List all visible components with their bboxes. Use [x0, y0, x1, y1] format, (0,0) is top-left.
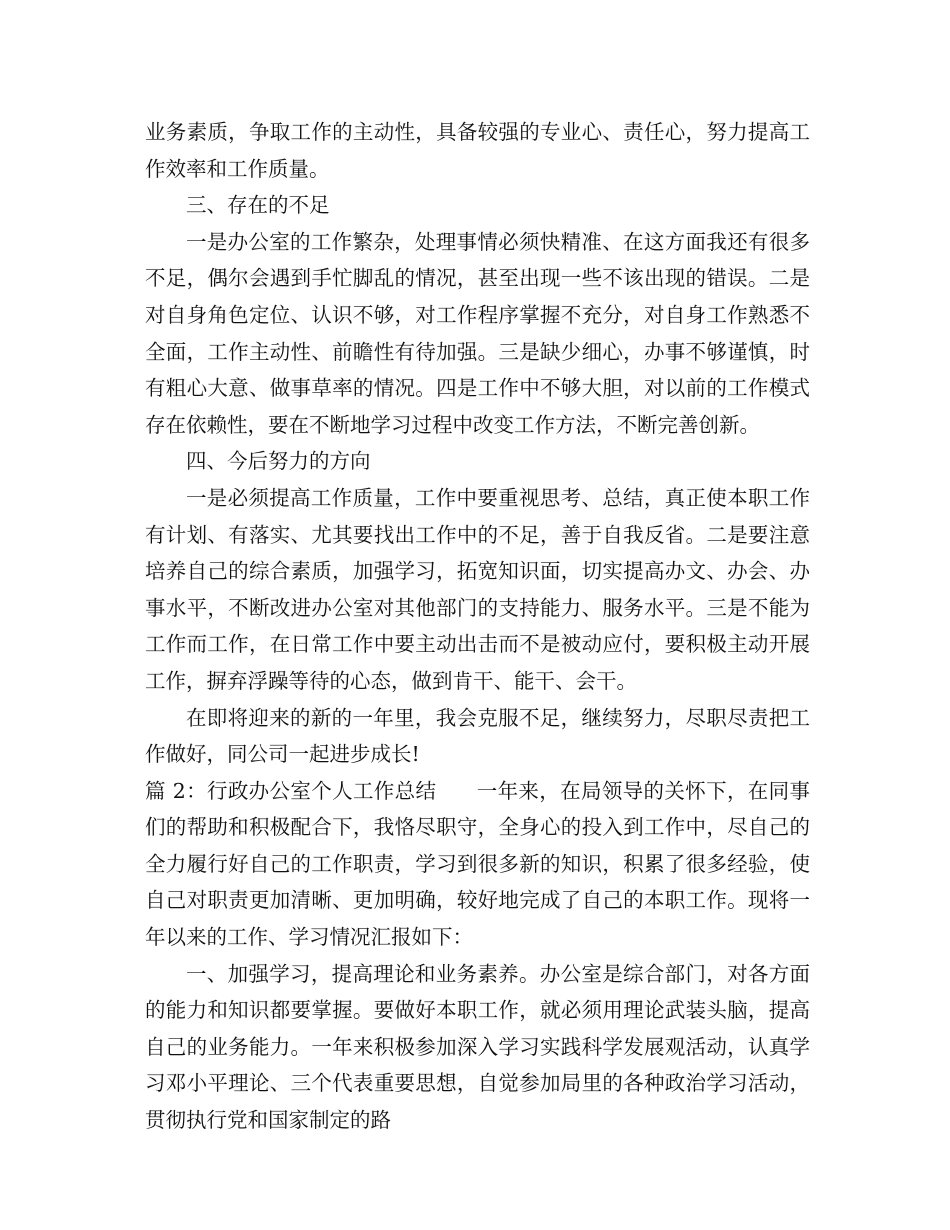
paragraph-shortcomings: 一是办公室的工作繁杂，处理事情必须快精准、在这方面我还有很多不足，偶尔会遇到手忙脚乱的情况，甚至出现一些不该出现的错误。二是对自身角色定位、认识不够，对工作程序掌握不充分，对自身工作熟悉不全面，工作主动性、前瞻性有待加强。三是缺少细心，办事不够谨慎，时有粗心大意、做事草率的情况。四是工作中不够大胆，对以前的工作模式存在依赖性，要在不断地学习过程中改变工作方法，不断完善创新。: [145, 229, 810, 437]
paragraph-closing: 在即将迎来的新的一年里，我会克服不足，继续努力，尽职尽责把工作做好，同公司一起进步成长!: [145, 705, 810, 767]
paragraph-study: 一、加强学习，提高理论和业务素养。办公室是综合部门，对各方面的能力和知识都要掌握。要做好本职工作，就必须用理论武装头脑，提高自己的业务能力。一年来积极参加深入学习实践科学发展观活动，认真学习邓小平理论、三个代表重要思想，自觉参加局里的各种政治学习活动，贯彻执行党和国家制定的路: [145, 961, 810, 1133]
section2-paragraph: [145, 773, 810, 956]
section2-title: 篇 2：行政办公室个人工作总结: [145, 778, 437, 803]
document-body: [145, 114, 810, 1139]
section-heading-shortcomings: 三、存在的不足: [186, 193, 330, 218]
section-heading-future-direction: 四、今后努力的方向: [186, 449, 371, 474]
paragraph-future-direction: 一是必须提高工作质量，工作中要重视思考、总结，真正使本职工作有计划、有落实、尤其要找出工作中的不足，善于自我反省。二是要注意培养自己的综合素质，加强学习，拓宽知识面，切实提高办文、办会、办事水平，不断改进办公室对其他部门的支持能力、服务水平。三是不能为工作而工作，在日常工作中要主动出击而不是被动应付，要积极主动开展工作，摒弃浮躁等待的心态，做到肯干、能干、会干。: [145, 485, 810, 693]
section2-intro: 一年来，在局领导的关怀下，在同事们的帮助和积极配合下，我恪尽职守，全身心的投入到工作中，尽自己的全力履行好自己的工作职责，学习到很多新的知识，积累了很多经验，使自己对职责更加清晰、更加明确，较好地完成了自己的本职工作。现将一年以来的工作、学习情况汇报如下：: [145, 778, 811, 950]
paragraph-continued: 业务素质，争取工作的主动性，具备较强的专业心、责任心，努力提高工作效率和工作质量。: [145, 120, 810, 181]
